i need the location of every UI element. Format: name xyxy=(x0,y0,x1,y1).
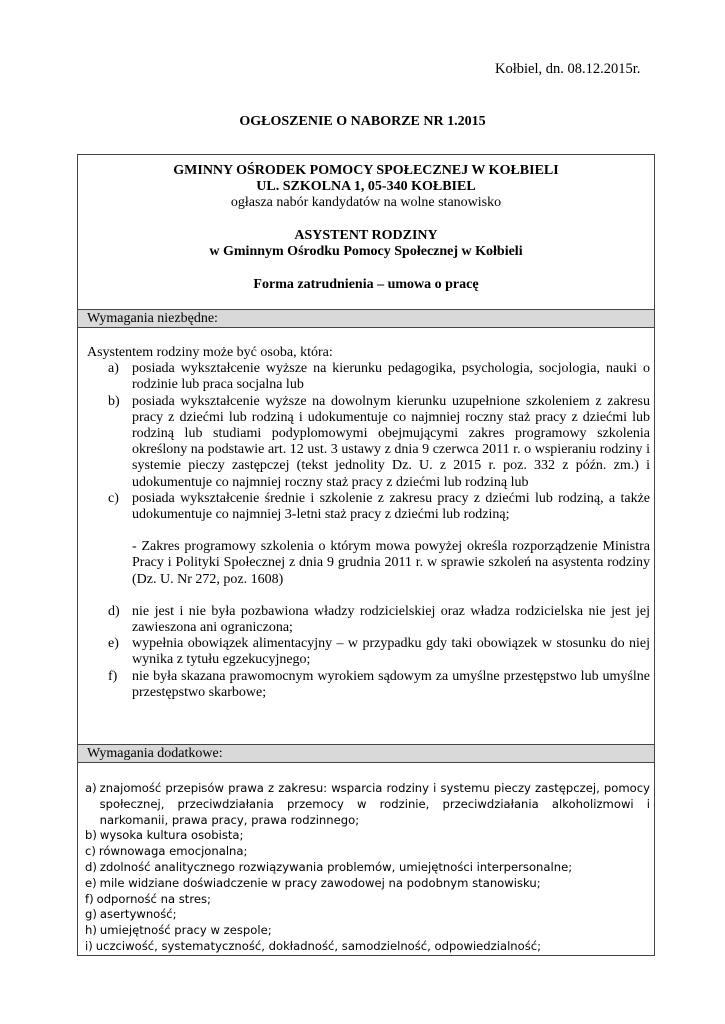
position-place: w Gminnym Ośrodku Pomocy Społecznej w Kołbieli xyxy=(209,244,523,259)
additional-heading: Wymagania dodatkowe: xyxy=(78,744,654,763)
position-name: ASYSTENT RODZINY xyxy=(294,228,438,243)
employment-form: Forma zatrudnienia – umowa o pracę xyxy=(253,277,479,292)
list-item: a) posiada wykształcenie wyższe na kierunku pedagogika, psychologia, socjologia, nauki o rodzinie lub praca socjalna lub xyxy=(108,361,650,393)
announcement-frame xyxy=(77,154,655,956)
list-item: d) nie jest i nie była pozbawiona władzy rodzicielskiej oraz władza rodzicielska nie jest jej zawieszona ani ograniczona; xyxy=(108,603,650,636)
list-item: i) uczciwość, systematyczność, dokładność, samodzielność, odpowiedzialność; xyxy=(85,938,542,953)
list-item: f) nie była skazana prawomocnym wyrokiem sądowym za umyślne przestępstwo lub umyślne przestępstwo skarbowe; xyxy=(108,668,650,700)
list-item: b) posiada wykształcenie wyższe na dowolnym kierunku uzupełnione szkoleniem z zakresu pracy z dziećmi lub rodziną i udokumentuje co najmniej roczny staż pracy z dziećmi lub rodziną lub studiami podyplomowymi obejmującymi zakres programowy szkolenia określony na podstawie art. 12 ust. 3 ustawy z dnia 9 czerwca 2011 r. o wspieraniu rodziny i systemie pieczy zastępczej (tekst jednolity Dz. U. z 2015 r. poz. 332 z późn. zm.) i udokumentuje co najmniej roczny staż pracy z dziećmi lub rodziną lub xyxy=(108,393,650,490)
list-item: c) równowaga emocjonalna; xyxy=(85,844,248,859)
organization-header xyxy=(78,163,654,293)
list-item: e) mile widziane doświadczenie w pracy zawodowej na podobnym stanowisku; xyxy=(85,875,541,890)
list-item: e) wypełnia obowiązek alimentacyjny – w przypadku gdy taki obowiązek w stosunku do niej wynika z tytułu egzekucyjnego; xyxy=(108,636,650,668)
org-address: UL. SZKOLNA 1, 05-340 KOŁBIEL xyxy=(256,179,476,194)
list-item: f) odporność na stres; xyxy=(85,891,211,906)
list-item: a) znajomość przepisów prawa z zakresu: wsparcia rodziny i systemu pieczy zastępczej, pomocy społecznej, przeciwdziałania przemocy w rodzinie, przeciwdziałania alkoholizmowi i narkomanii, prawa pracy, prawa rodzinnego; xyxy=(85,781,650,827)
list-item: h) umiejętność pracy w zespole; xyxy=(85,923,272,938)
required-heading: Wymagania niezbędne: xyxy=(78,309,654,328)
list-item: c) posiada wykształcenie średnie i szkolenie z zakresu pracy z dziećmi lub rodziną, a także udokumentuje co najmniej 3-letni staż pracy z dziećmi lub rodziną; xyxy=(108,490,650,523)
list-item: g) asertywność; xyxy=(85,907,177,922)
required-intro: Asystentem rodziny może być osoba, która: xyxy=(87,345,333,360)
additional-section xyxy=(85,781,650,955)
list-item: b) wysoka kultura osobista; xyxy=(85,828,244,843)
required-section xyxy=(87,345,650,701)
announce-text: ogłasza nabór kandydatów na wolne stanowisko xyxy=(230,195,502,210)
training-note: - Zakres programowy szkolenia o którym mowa powyżej określa rozporządzenie Ministra Pracy i Polityki Społecznej z dnia 9 grudnia 2011 r. w sprawie szkoleń na asystenta rodziny (Dz. U. Nr 272, poz. 1608) xyxy=(132,539,650,587)
list-item: d) zdolność analitycznego rozwiązywania problemów, umiejętności interpersonalne; xyxy=(85,859,573,874)
place-date: Kołbiel, dn. 08.12.2015r. xyxy=(495,61,641,77)
announcement-title: OGŁOSZENIE O NABORZE NR 1.2015 xyxy=(239,114,486,129)
org-name: GMINNY OŚRODEK POMOCY SPOŁECZNEJ W KOŁBIELI xyxy=(173,163,559,178)
